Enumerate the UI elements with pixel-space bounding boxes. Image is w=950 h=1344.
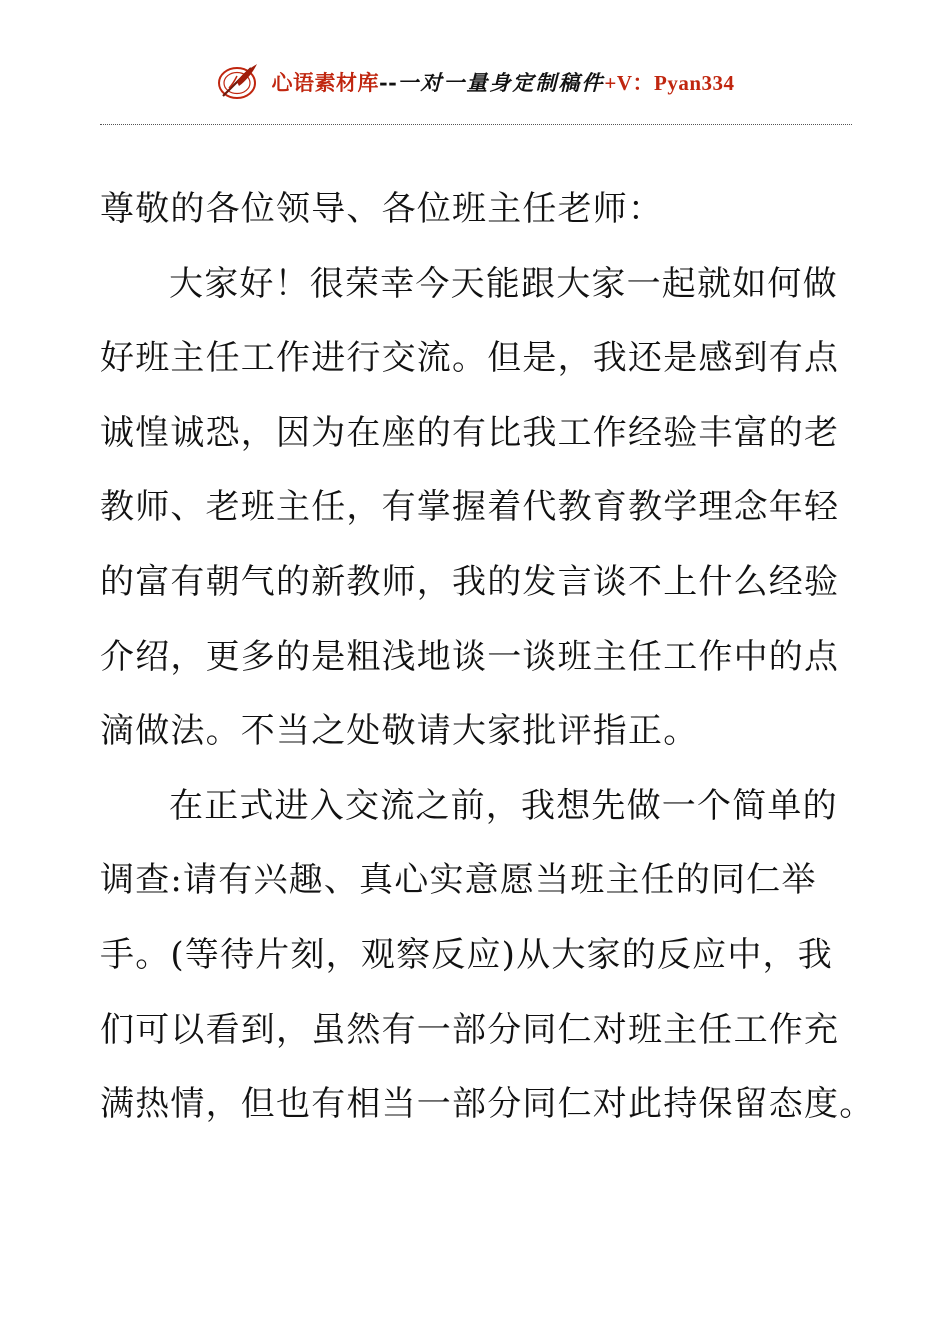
paragraph-line: 满热情，但也有相当一部分同仁对此持保留态度。 bbox=[100, 1084, 875, 1125]
paragraph-line: 大家好！很荣幸今天能跟大家一起就如何做 bbox=[169, 263, 838, 304]
paragraph-line: 在正式进入交流之前，我想先做一个简单的 bbox=[169, 785, 838, 826]
paragraph-line: 的富有朝气的新教师，我的发言谈不上什么经验 bbox=[100, 561, 840, 602]
document-body bbox=[100, 172, 875, 1142]
service-slogan: 一对一量身定制稿件 bbox=[397, 70, 605, 95]
quill-pen-logo-icon bbox=[215, 62, 261, 102]
contact-info: +V：Pyan334 bbox=[604, 71, 735, 95]
paragraph-line: 介绍，更多的是粗浅地谈一谈班主任工作中的点 bbox=[100, 636, 840, 677]
paragraph-line: 教师、老班主任，有掌握着代教育教学理念年轻 bbox=[100, 487, 840, 528]
header-separator: -- bbox=[378, 70, 398, 95]
header-banner-text bbox=[271, 67, 734, 97]
paragraph-line: 滴做法。不当之处敬请大家批评指正。 bbox=[100, 711, 699, 752]
paragraph-line: 手。(等待片刻，观察反应)从大家的反应中，我 bbox=[100, 934, 833, 975]
paragraph-line: 好班主任工作进行交流。但是，我还是感到有点 bbox=[100, 338, 840, 379]
header-divider bbox=[100, 124, 852, 125]
paragraph-line: 们可以看到，虽然有一部分同仁对班主任工作充 bbox=[100, 1009, 840, 1050]
brand-name: 心语素材库 bbox=[271, 70, 379, 95]
page-header bbox=[0, 58, 950, 106]
paragraph-line: 调查:请有兴趣、真心实意愿当班主任的同仁举 bbox=[100, 860, 817, 901]
salutation-line: 尊敬的各位领导、各位班主任老师： bbox=[100, 189, 664, 229]
paragraph-line: 诚惶诚恐，因为在座的有比我工作经验丰富的老 bbox=[100, 412, 840, 453]
